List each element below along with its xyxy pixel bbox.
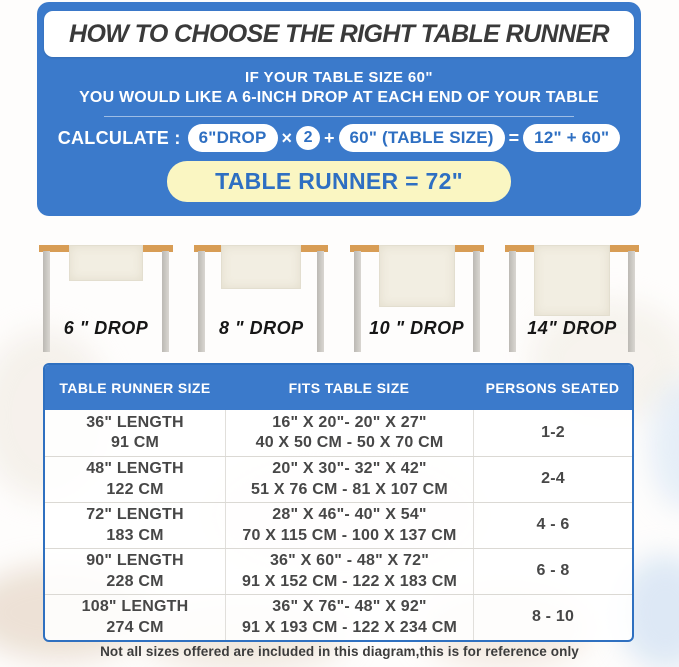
runner-size-line: 48" LENGTH (86, 460, 184, 478)
persons-seated-cell: 2-4 (473, 457, 632, 502)
formula-row (37, 124, 641, 152)
size-table-header-row (45, 365, 632, 410)
runner-size-line: 228 CM (106, 572, 164, 590)
runner-size-cell (45, 595, 225, 640)
runner-size-line: 90" LENGTH (86, 552, 184, 570)
fits-size-line: 36" X 60" - 48" X 72" (269, 552, 430, 570)
equals-operator: = (508, 127, 520, 148)
table-runner-illustration (69, 245, 143, 281)
fits-size-line: 70 X 115 CM - 100 X 137 CM (242, 526, 457, 544)
table-runner-illustration (379, 245, 455, 307)
fits-size-line: 36" X 76"- 48" X 92" (272, 598, 427, 616)
persons-seated-cell: 4 - 6 (473, 503, 632, 548)
fits-table-size-cell (225, 503, 473, 548)
header-panel (37, 2, 641, 216)
table-size-pill: 60" (TABLE SIZE) (339, 124, 505, 152)
footnote: Not all sizes offered are included in this diagram,this is for reference only (100, 644, 579, 659)
fits-table-size-cell (225, 549, 473, 594)
fits-size-line: 40 X 50 CM - 50 X 70 CM (255, 434, 444, 451)
times-operator: × (281, 127, 293, 148)
drop-label: 10 " DROP (369, 318, 465, 338)
divider-line (104, 116, 574, 117)
runner-size-line: 183 CM (106, 526, 164, 544)
table-runner-illustration (534, 245, 610, 316)
runner-size-line: 72" LENGTH (86, 506, 184, 524)
table-row (45, 456, 632, 502)
drop-pill: 6"DROP (188, 124, 278, 152)
fits-size-line: 91 X 193 CM - 122 X 234 CM (241, 618, 458, 636)
runner-size-line: 108" LENGTH (81, 598, 189, 616)
drop-label: 14" DROP (527, 318, 617, 338)
drop-label: 6 " DROP (63, 318, 149, 338)
runner-size-line: 36" LENGTH (86, 413, 184, 431)
table-row (45, 594, 632, 640)
table-row (45, 548, 632, 594)
persons-seated-cell: 6 - 8 (473, 549, 632, 594)
page-title: HOW TO CHOOSE THE RIGHT TABLE RUNNER (69, 19, 609, 48)
multiplier-badge: 2 (296, 126, 320, 150)
runner-size-cell (45, 457, 225, 502)
drop-examples-section (39, 240, 639, 360)
drop-label: 8 " DROP (219, 318, 304, 338)
fits-table-size-cell (225, 410, 473, 456)
result-pill (167, 161, 511, 202)
size-chart-table (43, 363, 634, 642)
runner-size-line: 122 CM (106, 480, 164, 498)
table-row (45, 502, 632, 548)
sum-pill: 12" + 60" (523, 124, 620, 152)
title-banner (44, 11, 634, 57)
subtitle-line1: IF YOUR TABLE SIZE 60" (245, 69, 433, 86)
drop-figure (505, 240, 639, 358)
runner-size-line: 274 CM (106, 618, 164, 636)
fits-size-line: 28" X 46"- 40" X 54" (272, 506, 427, 524)
runner-size-cell (45, 410, 225, 456)
column-header: PERSONS SEATED (485, 379, 620, 396)
table-row (45, 410, 632, 456)
drop-figure (194, 240, 328, 358)
runner-size-cell (45, 549, 225, 594)
fits-size-line: 91 X 152 CM - 122 X 183 CM (241, 572, 458, 590)
subtitle-line2: YOU WOULD LIKE A 6-INCH DROP AT EACH END OF YOUR TABLE (79, 89, 599, 106)
runner-size-line: 91 CM (110, 434, 160, 451)
fits-size-line: 16" X 20"- 20" X 27" (272, 413, 427, 431)
drop-figure (39, 240, 173, 358)
persons-seated-cell: 1-2 (473, 410, 632, 456)
column-header: FITS TABLE SIZE (288, 379, 410, 396)
result-text: TABLE RUNNER = 72" (215, 168, 463, 194)
table-runner-illustration (221, 245, 301, 289)
persons-seated-cell: 8 - 10 (473, 595, 632, 640)
column-header: TABLE RUNNER SIZE (59, 379, 211, 396)
size-table-body (45, 410, 632, 640)
drop-figure (350, 240, 484, 358)
calculate-label: CALCULATE : (57, 127, 181, 148)
fits-size-line: 20" X 30"- 32" X 42" (272, 460, 427, 478)
fits-table-size-cell (225, 457, 473, 502)
fits-size-line: 51 X 76 CM - 81 X 107 CM (251, 480, 448, 498)
plus-operator: + (324, 127, 335, 148)
fits-table-size-cell (225, 595, 473, 640)
runner-size-cell (45, 503, 225, 548)
